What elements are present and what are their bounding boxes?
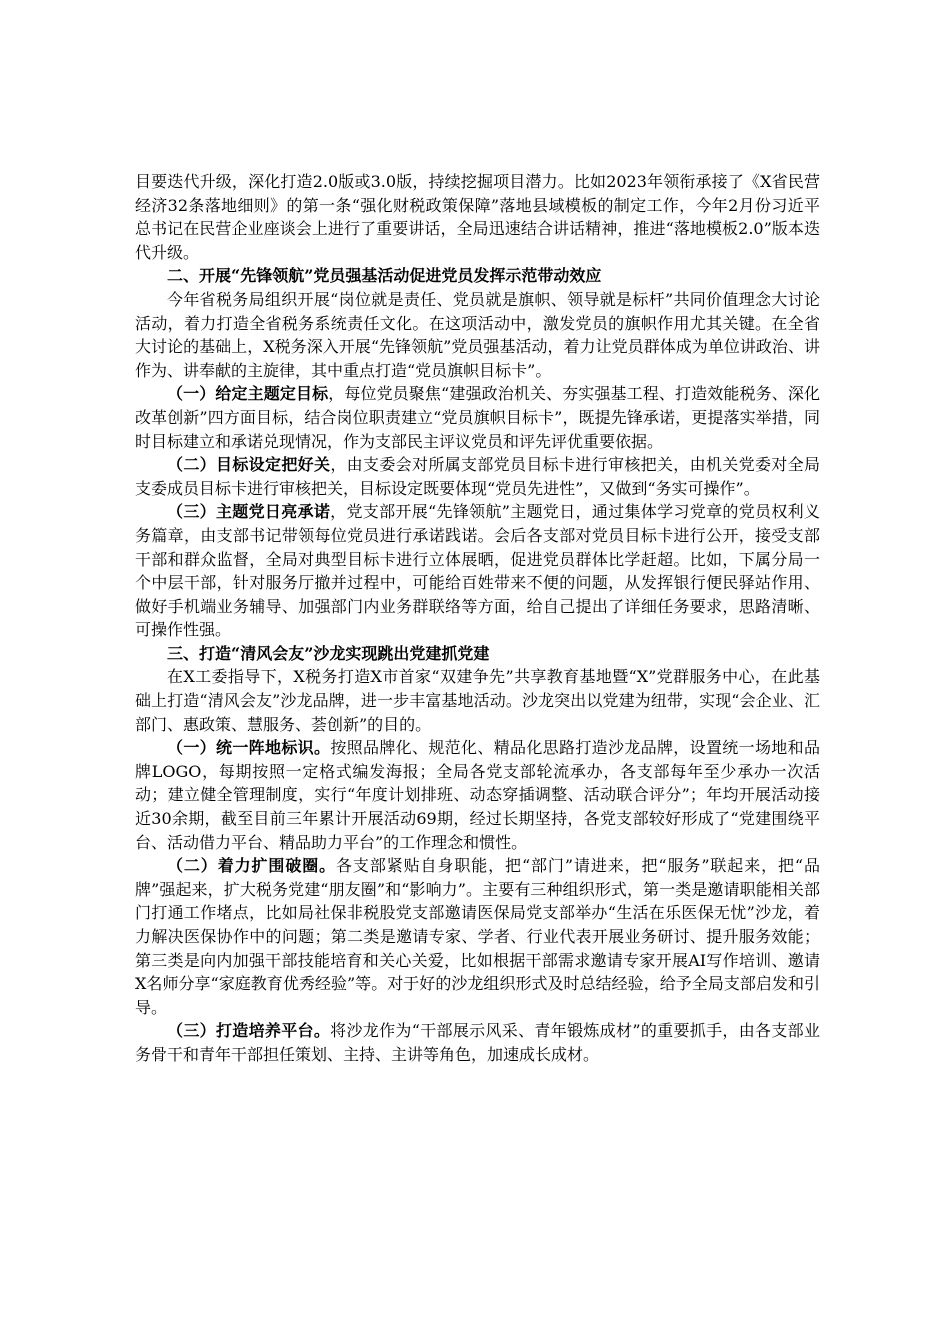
paragraph-text: 在X工委指导下，X税务打造X市首家“双建争先”共享教育基地暨“X”党群服务中心，在此基础上打造“清风会友”沙龙品牌，进一步丰富基地活动。沙龙突出以党建为纽带，实现“会企业、汇部门、惠政策、慧服务、荟创新”的目的。 [135,667,820,734]
paragraph-text: ，由支委会对所属支部党员目标卡进行审核把关，由机关党委对全局支委成员目标卡进行审核把关，目标设定既要体现“党员先进性”，又做到“务实可操作”。 [135,455,820,498]
paragraph-item-2 [135,453,820,500]
paragraph-text: ，党支部开展“先锋领航”主题党日，通过集体学习党章的党员权利义务篇章，由支部书记带领每位党员进行承诺践诺。会后各支部对党员目标卡进行公开，接受支部干部和群众监督，全局对典型目标卡进行立体展晒，促进党员群体比学赶超。比如，下属分局一个中层干部，针对服务厅撤并过程中，可能给百姓带来不便的问题，从发挥银行便民驿站作用、做好手机端业务辅导、加强部门内业务群联络等方面，给自己提出了详细任务要求，思路清晰、可操作性强。 [135,502,820,640]
paragraph-text: 按照品牌化、规范化、精品化思路打造沙龙品牌，设置统一场地和品牌LOGO，每期按照一定格式编发海报；全局各党支部轮流承办，各支部每年至少承办一次活动；建立健全管理制度，实行“年度计划排班、动态穿插调整、活动联合评分”；年均开展活动接近30余期，截至目前三年累计开展活动69期，经过长期坚持，各党支部较好形成了“党建围绕平台、活动借力平台、精品助力平台”的工作理念和惯性。 [135,738,820,852]
paragraph [135,288,820,382]
document-page [135,170,820,1067]
item-lead: （一）统一阵地标识。 [167,738,331,758]
paragraph-text: 各支部紧贴自身职能，把“部门”请进来，把“服务”联起来，把“品牌”强起来，扩大税务党建“朋友圈”和“影响力”。主要有三种组织形式，第一类是邀请职能相关部门打通工作堵点，比如局社保非税股党支部邀请医保局党支部举办“生活在乐医保无忧”沙龙，着力解决医保协作中的问题；第二类是邀请专家、学者、行业代表开展业务研讨、提升服务效能；第三类是向内加强干部技能培育和关心关爱，比如根据干部需求邀请专家开展AI写作培训、邀请X名师分享“家庭教育优秀经验”等。对于好的沙龙组织形式及时总结经验，给予全局支部启发和引导。 [135,856,820,1017]
paragraph-continuation [135,170,820,264]
paragraph-text: 今年省税务局组织开展“岗位就是责任、党员就是旗帜、领导就是标杆”共同价值理念大讨论活动，着力打造全省税务系统责任文化。在这项活动中，激发党员的旗帜作用尤其关键。在全省大讨论的基础上，X税务深入开展“先锋领航”党员强基活动，着力让党员群体成为单位讲政治、讲作为、讲奉献的主旋律，其中重点打造“党员旗帜目标卡”。 [135,289,820,380]
paragraph-text: ，每位党员聚焦“建强政治机关、夯实强基工程、打造效能税务、深化改革创新”四方面目标，结合岗位职责建立“党员旗帜目标卡”，既提先锋承诺，更提落实举措，同时目标建立和承诺兑现情况，作为支部民主评议党员和评先评优重要依据。 [135,384,820,451]
item-lead: （三）打造培养平台。 [167,1021,331,1041]
paragraph-item-3 [135,1019,820,1066]
item-lead: （二）目标设定把好关 [167,455,331,475]
heading-text: 二、开展“先锋领航”党员强基活动促进党员发挥示范带动效应 [167,266,602,286]
heading-text: 三、打造“清风会友”沙龙实现跳出党建抓党建 [167,643,490,663]
section-heading-3 [135,642,820,666]
section-heading-2 [135,264,820,288]
paragraph-item-2 [135,854,820,1019]
paragraph-text: 将沙龙作为“干部展示风采、青年锻炼成材”的重要抓手，由各支部业务骨干和青年干部担任策划、主持、主讲等角色，加速成长成材。 [135,1021,820,1064]
item-lead: （二）着力扩围破圈。 [167,856,337,876]
item-lead: （三）主题党日亮承诺 [167,502,331,522]
paragraph-item-1 [135,382,820,453]
paragraph [135,665,820,736]
paragraph-item-1 [135,736,820,854]
paragraph-text: 目要迭代升级，深化打造2.0版或3.0版，持续挖掘项目潜力。比如2023年领衔承接了《X省民营经济32条落地细则》的第一条“强化财税政策保障”落地县域模板的制定工作，今年2月份习近平总书记在民营企业座谈会上进行了重要讲话，全局迅速结合讲话精神，推进“落地模板2.0”版本迭代升级。 [135,172,820,262]
paragraph-item-3 [135,500,820,642]
item-lead: （一）给定主题定目标 [167,384,329,404]
